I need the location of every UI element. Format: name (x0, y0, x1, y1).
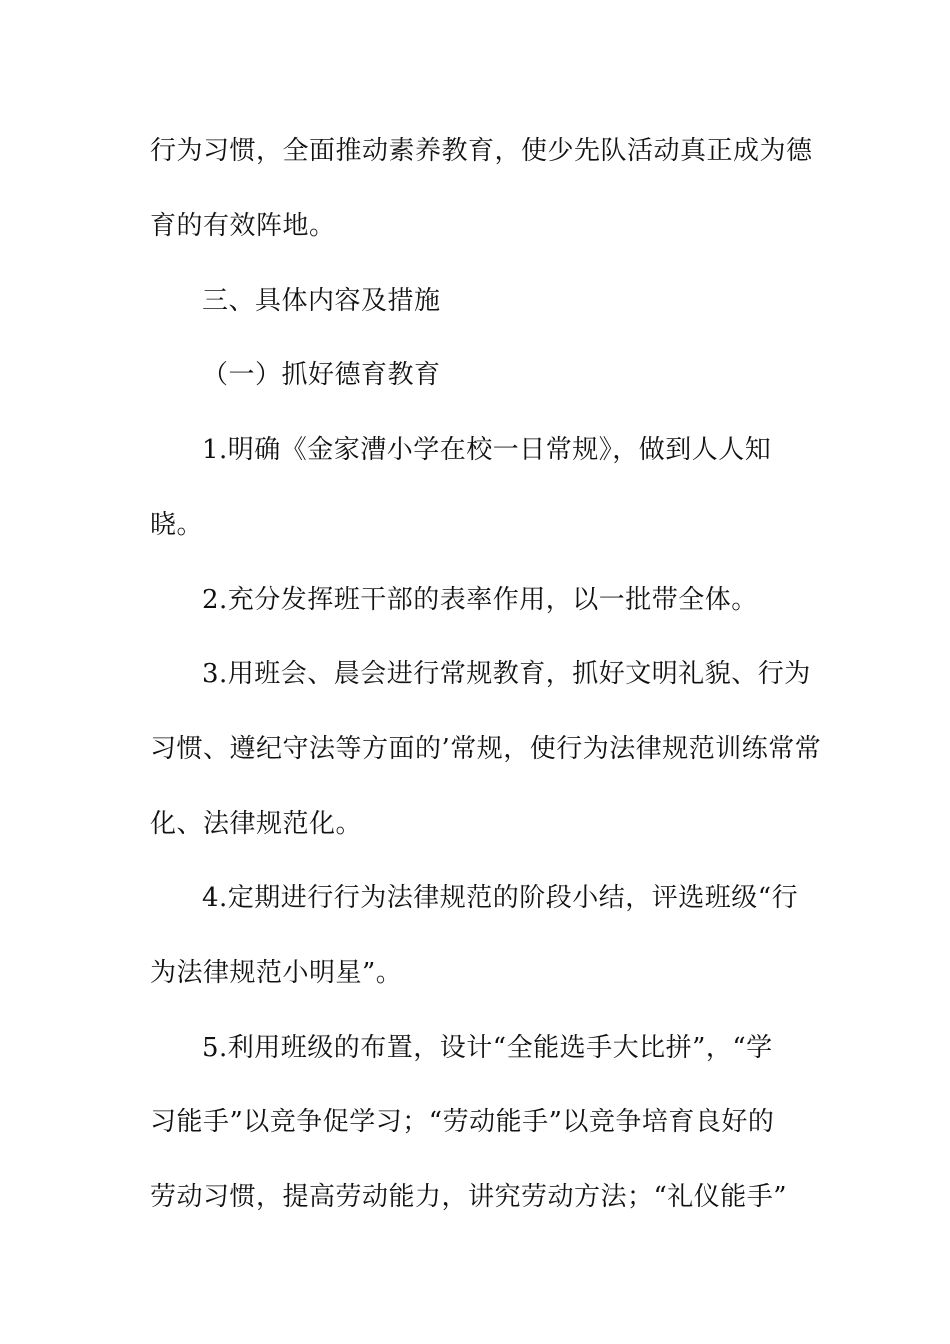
list-item-line: 晓。 (150, 510, 204, 540)
list-item-line: 2.充分发挥班干部的表率作用，以一批带全体。 (202, 585, 758, 615)
list-item-line: 1.明确《金家漕小学在校一日常规》，做到人人知 (202, 435, 772, 465)
subsection-heading: （一）抓好德育教育 (202, 360, 441, 390)
list-item-line: 为法律规范小明星”。 (150, 958, 403, 988)
list-item-line: 劳动习惯，提高劳动能力，讲究劳动方法；“礼仪能手” (150, 1182, 788, 1212)
list-item-line: 习惯、遵纪守法等方面的’常规，使行为法律规范训练常常 (150, 734, 822, 764)
list-item-line: 4.定期进行行为法律规范的阶段小结，评选班级“行 (202, 883, 799, 913)
paragraph-line: 行为习惯，全面推动素养教育，使少先队活动真正成为德 (150, 136, 813, 166)
list-item-line: 化、法律规范化。 (150, 809, 363, 839)
paragraph-line: 育的有效阵地。 (150, 211, 336, 241)
list-item-line: 习能手”以竞争促学习；“劳动能手”以竞争培育良好的 (150, 1107, 775, 1137)
section-heading: 三、具体内容及措施 (202, 286, 441, 316)
list-item-line: 5.利用班级的布置，设计“全能选手大比拼”，“学 (202, 1033, 773, 1063)
list-item-line: 3.用班会、晨会进行常规教育，抓好文明礼貌、行为 (202, 659, 811, 689)
